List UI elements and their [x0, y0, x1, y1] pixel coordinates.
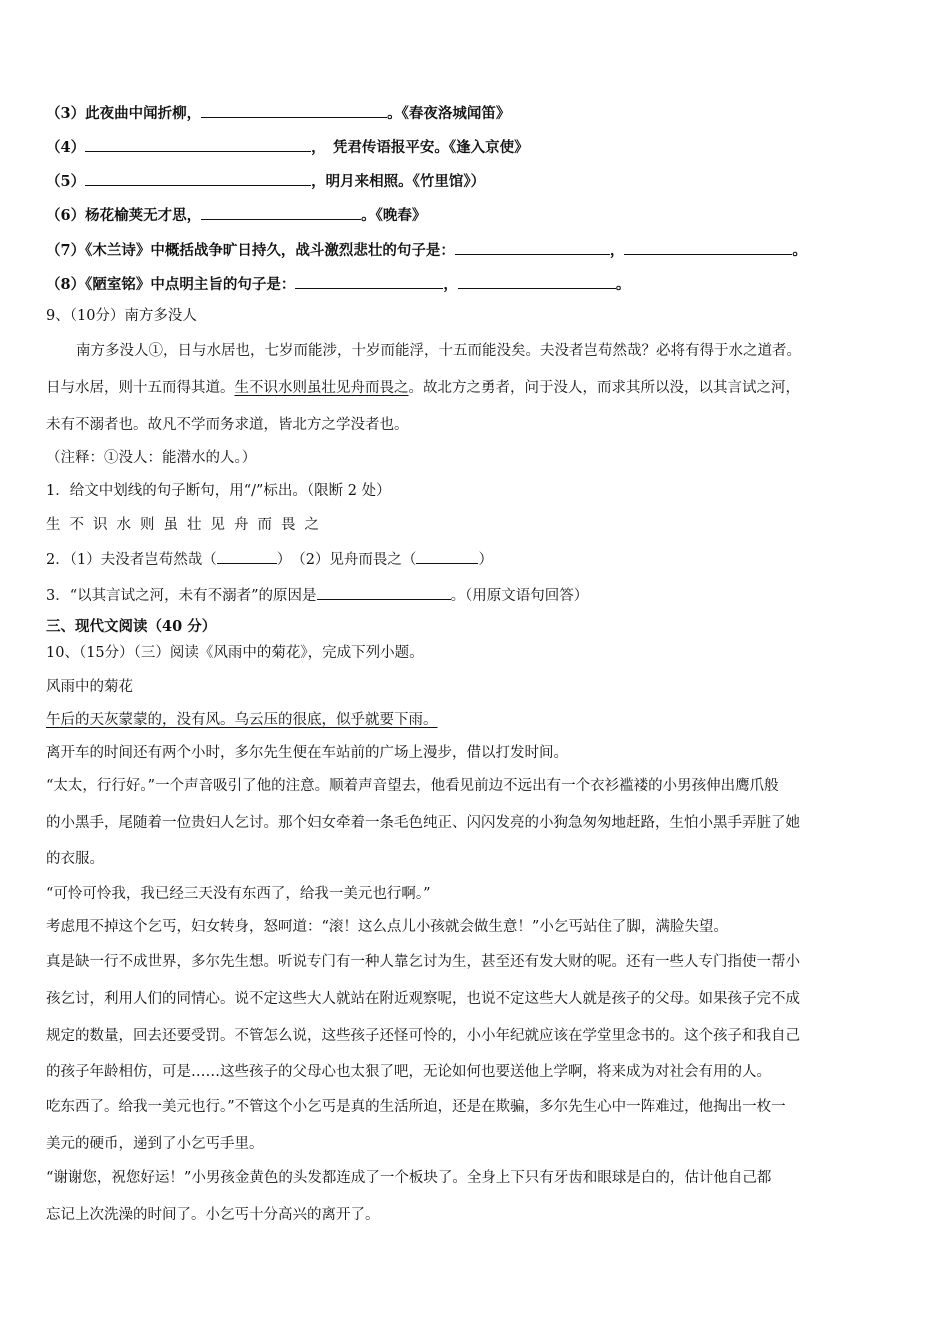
q9-sub1: 1．给文中划线的句子断句，用“/”标出。（限断 2 处） — [46, 483, 391, 499]
q9-sub1-chars: 生不识水则虽壮见舟而畏之 — [46, 517, 328, 533]
section-heading: 三、现代文阅读（40 分） — [46, 618, 217, 635]
story-line: 忘记上次洗澡的时间了。小乞丐十分高兴的离开了。 — [46, 1207, 380, 1223]
poem-q4: （4） ， 凭君传语报平安。《逢入京使》 — [46, 136, 910, 158]
story-line-underlined: 午后的天灰蒙蒙的，没有风。乌云压的很底，似乎就要下雨。 — [46, 712, 438, 728]
poem-q3: （3）此夜曲中闻折柳， 。《春夜洛城闻笛》 — [46, 102, 910, 124]
story-line: 考虑甩不掉这个乞丐，妇女转身，怒呵道：“滚！这么点儿小孩就会做生意！”小乞丐站住了脚，满脸失望。 — [46, 919, 728, 935]
q10-header: 10、（15分）（三）阅读《风雨中的菊花》，完成下列小题。 — [46, 645, 424, 661]
story-line: 孩乞讨，利用人们的同情心。说不定这些大人就站在附近观察呢，也说不定这些大人就是孩子的父母。如果孩子完不成 — [46, 991, 800, 1007]
q9-note: （注释：①没人：能潜水的人。） — [46, 450, 257, 466]
q9-passage-line2: 日与水居，则十五而得其道。生不识水则虽壮见舟而畏之。故北方之勇者，问于没人，而求其所以没，以其言试之河， — [46, 380, 800, 396]
story-line: “可怜可怜我，我已经三天没有东西了，给我一美元也行啊。” — [46, 886, 431, 902]
answer-blank[interactable] — [217, 548, 277, 564]
q9-passage-line1: 南方多没人①，日与水居也，七岁而能涉，十岁而能浮，十五而能没矣。夫没者岂苟然哉？必将有得于水之道者。 — [76, 343, 801, 359]
answer-blank[interactable] — [201, 102, 387, 118]
story-line: 吃东西了。给我一美元也行。”不管这个小乞丐是真的生活所迫，还是在欺骗，多尔先生心中一阵难过，他掏出一枚一 — [46, 1099, 786, 1115]
answer-blank[interactable] — [85, 136, 311, 152]
poem-q5: （5） ，明月来相照。《竹里馆》） — [46, 170, 910, 192]
answer-blank[interactable] — [458, 273, 616, 289]
story-title: 风雨中的菊花 — [46, 679, 133, 695]
answer-blank[interactable] — [85, 170, 311, 186]
poem-q8: （8）《陋室铭》中点明主旨的句子是： ， 。 — [46, 273, 910, 295]
q9-sub2: 2．（1）夫没者岂苟然哉（ ） （2）见舟而畏之（ ） — [46, 548, 910, 570]
answer-blank[interactable] — [455, 239, 610, 255]
story-line: “太太，行行好。”一个声音吸引了他的注意。顺着声音望去，他看见前边不远出有一个衣衫褴褛的小男孩伸出鹰爪般 — [46, 778, 779, 794]
answer-blank[interactable] — [416, 548, 478, 564]
answer-blank[interactable] — [201, 204, 361, 220]
story-line: 的孩子年龄相仿，可是……这些孩子的父母心也太狠了吧，无论如何也要送他上学啊，将来成为对社会有用的人。 — [46, 1064, 771, 1080]
underlined-sentence: 生不识水则虽壮见舟而畏之 — [234, 380, 409, 396]
answer-blank[interactable] — [317, 584, 451, 600]
answer-blank[interactable] — [624, 239, 792, 255]
story-line: 的衣服。 — [46, 851, 104, 867]
q9-header: 9、（10分）南方多没人 — [46, 308, 197, 324]
q9-passage-line3: 未有不溺者也。故凡不学而务求道，皆北方之学没者也。 — [46, 417, 409, 433]
story-line: 美元的硬币，递到了小乞丐手里。 — [46, 1136, 264, 1152]
story-line: 真是缺一行不成世界，多尔先生想。听说专门有一种人靠乞讨为生，甚至还有发大财的呢。还有一些人专门指使一帮小 — [46, 954, 800, 970]
poem-q7: （7）《木兰诗》中概括战争旷日持久，战斗激烈悲壮的句子是： ， 。 — [46, 239, 910, 261]
story-line: “谢谢您，祝您好运！”小男孩金黄色的头发都连成了一个板块了。全身上下只有牙齿和眼球是白的，估计他自己都 — [46, 1170, 772, 1186]
story-line: 离开车的时间还有两个小时，多尔先生便在车站前的广场上漫步，借以打发时间。 — [46, 745, 568, 761]
poem-q6: （6）杨花榆荚无才思， 。《晚春》 — [46, 204, 910, 226]
story-line: 的小黑手，尾随着一位贵妇人乞讨。那个妇女牵着一条毛色纯正、闪闪发亮的小狗急匆匆地赶路，生怕小黑手弄脏了她 — [46, 815, 800, 831]
q9-sub3: 3．“以其言试之河，未有不溺者”的原因是 。（用原文语句回答） — [46, 584, 910, 606]
story-line: 规定的数量，回去还要受罚。不管怎么说，这些孩子还怪可怜的，小小年纪就应该在学堂里念书的。这个孩子和我自己 — [46, 1028, 800, 1044]
answer-blank[interactable] — [295, 273, 443, 289]
